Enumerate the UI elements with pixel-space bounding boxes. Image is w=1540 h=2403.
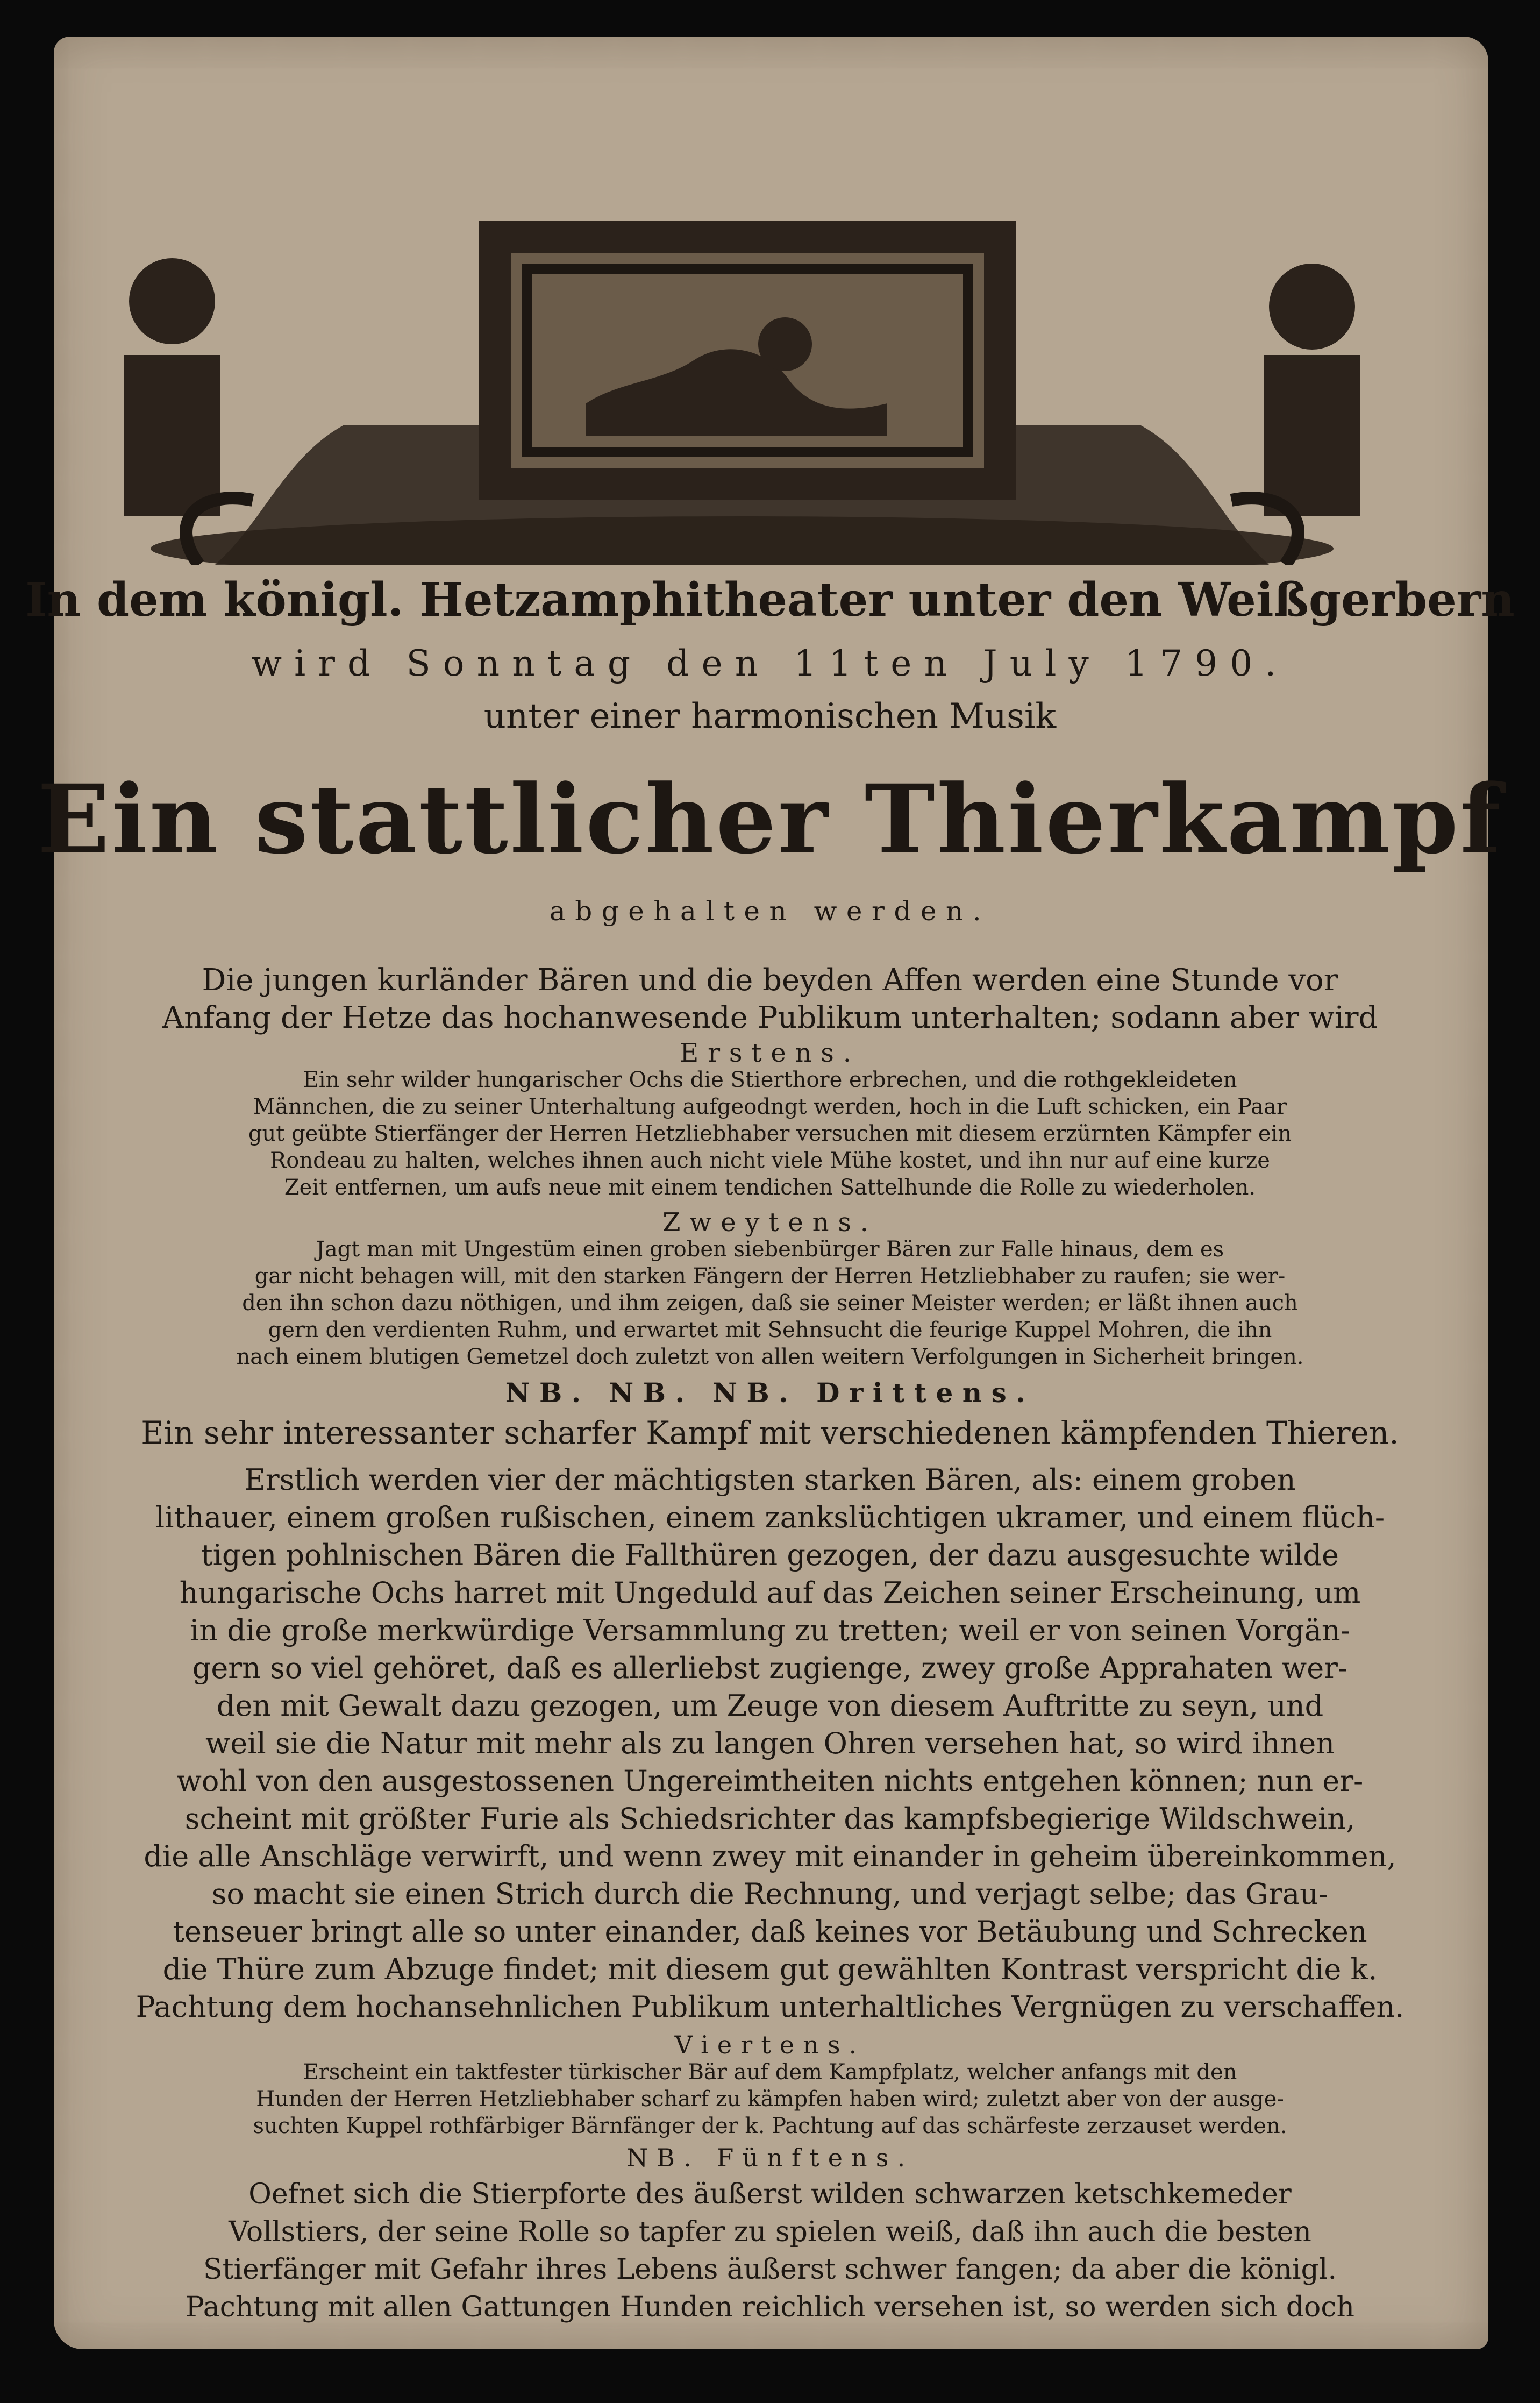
erstens-line: Zeit entfernen, um aufs neue mit einem tendichen Sattelhunde die Rolle zu wiederholen. xyxy=(284,1175,1256,1200)
zweytens-line: gern den verdienten Ruhm, und erwartet mit Sehnsucht die feurige Kuppel Mohren, die ihn xyxy=(268,1318,1272,1342)
drittens-line: lithauer, einem großen rußischen, einem zankslüchtigen ukramer, und einem flüch- xyxy=(155,1501,1385,1534)
drittens-line: tenseuer bringt alle so unter einander, daß keines vor Betäubung und Schrecken xyxy=(173,1915,1367,1949)
section-heading-drittens: NB. NB. NB. Drittens. xyxy=(505,1377,1035,1409)
section-heading-fuenftens: NB. Fünftens. xyxy=(626,2143,914,2172)
viertens-line: Hunden der Herren Hetzliebhaber scharf zu kämpfen haben wird; zuletzt aber von der ausge- xyxy=(256,2087,1284,2111)
zweytens-line: den ihn schon dazu nöthigen, und ihm zeigen, daß sie seiner Meister werden; er läßt ihnen auch xyxy=(242,1291,1298,1316)
drittens-line: gern so viel gehöret, daß es allerliebst zugienge, zwey große Apprahaten wer- xyxy=(192,1651,1348,1685)
drittens-line: den mit Gewalt dazu gezogen, um Zeuge von diesem Auftritte zu seyn, und xyxy=(216,1689,1324,1723)
fuenftens-line: Stierfänger mit Gefahr ihres Lebens äußerst schwer fangen; da aber die königl. xyxy=(203,2253,1337,2286)
section-heading-erstens: Erstens. xyxy=(680,1038,860,1068)
drittens-line: so macht sie einen Strich durch die Rechnung, und verjagt selbe; das Grau- xyxy=(211,1877,1329,1911)
poster-subtitle: abgehalten werden. xyxy=(549,895,991,927)
header-line-date: wird Sonntag den 11ten July 1790. xyxy=(251,643,1289,684)
drittens-line: scheint mit größter Furie als Schiedsrichter das kampfsbegierige Wildschwein, xyxy=(184,1802,1356,1836)
header-line-venue: In dem königl. Hetzamphitheater unter den Weißgerbern xyxy=(25,573,1515,627)
poster-title: Ein stattlicher Thierkampf xyxy=(37,764,1503,875)
intro-line: Anfang der Hetze das hochanwesende Publikum unterhalten; sodann aber wird xyxy=(162,1000,1378,1035)
fuenftens-line: Pachtung mit allen Gattungen Hunden reichlich versehen ist, so werden sich doch xyxy=(186,2291,1354,2323)
viertens-line: suchten Kuppel rothfärbiger Bärnfänger der k. Pachtung auf das schärfeste zerzauset werden. xyxy=(253,2114,1287,2138)
drittens-line: die alle Anschläge verwirft, und wenn zwey mit einander in geheim übereinkommen, xyxy=(144,1839,1396,1873)
drittens-line: Pachtung dem hochansehnlichen Publikum unterhaltliches Vergnügen zu verschaffen. xyxy=(136,1990,1404,2024)
erstens-line: Ein sehr wilder hungarischer Ochs die Stierthore erbrechen, und die rothgekleideten xyxy=(303,1068,1237,1092)
erstens-line: gut geübte Stierfänger der Herren Hetzliebhaber versuchen mit diesem erzürnten Kämpfer ein xyxy=(248,1121,1292,1146)
fuenftens-line: Vollstiers, der seine Rolle so tapfer zu spielen weiß, daß ihn auch die besten xyxy=(229,2216,1311,2248)
fuenftens-line: Oefnet sich die Stierpforte des äußerst wilden schwarzen ketschkemeder xyxy=(248,2178,1292,2210)
drittens-title: Ein sehr interessanter scharfer Kampf mit verschiedenen kämpfenden Thieren. xyxy=(141,1414,1399,1451)
drittens-line: in die große merkwürdige Versammlung zu tretten; weil er von seinen Vorgän- xyxy=(190,1613,1350,1647)
woodcut-banner-illustration xyxy=(91,221,1393,565)
drittens-line: tigen pohlnischen Bären die Fallthüren gezogen, der dazu ausgesuchte wilde xyxy=(201,1538,1339,1572)
section-heading-viertens: Viertens. xyxy=(674,2030,866,2059)
zweytens-line: gar nicht behagen will, mit den starken Fängern der Herren Hetzliebhaber zu raufen; sie wer- xyxy=(254,1264,1286,1289)
viertens-line: Erscheint ein taktfester türkischer Bär auf dem Kampfplatz, welcher anfangs mit den xyxy=(303,2060,1237,2085)
drittens-line: hungarische Ochs harret mit Ungeduld auf das Zeichen seiner Erscheinung, um xyxy=(179,1576,1361,1610)
drittens-line: Erstlich werden vier der mächtigsten starken Bären, als: einem groben xyxy=(244,1463,1296,1497)
drittens-line: die Thüre zum Abzuge findet; mit diesem gut gewählten Kontrast verspricht die k. xyxy=(162,1952,1378,1986)
erstens-line: Rondeau zu halten, welches ihnen auch nicht viele Mühe kostet, und ihn nur auf eine kurze xyxy=(270,1148,1270,1173)
zweytens-line: Jagt man mit Ungestüm einen groben siebenbürger Bären zur Falle hinaus, dem es xyxy=(316,1237,1224,1262)
header-line-music: unter einer harmonischen Musik xyxy=(483,696,1057,736)
zweytens-line: nach einem blutigen Gemetzel doch zuletzt von allen weitern Verfolgungen in Sicherheit bringen. xyxy=(236,1345,1304,1369)
intro-line: Die jungen kurländer Bären und die beyden Affen werden eine Stunde vor xyxy=(202,963,1338,998)
section-heading-zweytens: Zweytens. xyxy=(662,1207,878,1238)
drittens-line: wohl von den ausgestossenen Ungereimtheiten nichts entgehen können; nun er- xyxy=(176,1764,1364,1798)
drittens-line: weil sie die Natur mit mehr als zu langen Ohren versehen hat, so wird ihnen xyxy=(205,1726,1335,1760)
erstens-line: Männchen, die zu seiner Unterhaltung aufgeodngt werden, hoch in die Luft schicken, ein Paar xyxy=(253,1094,1287,1119)
